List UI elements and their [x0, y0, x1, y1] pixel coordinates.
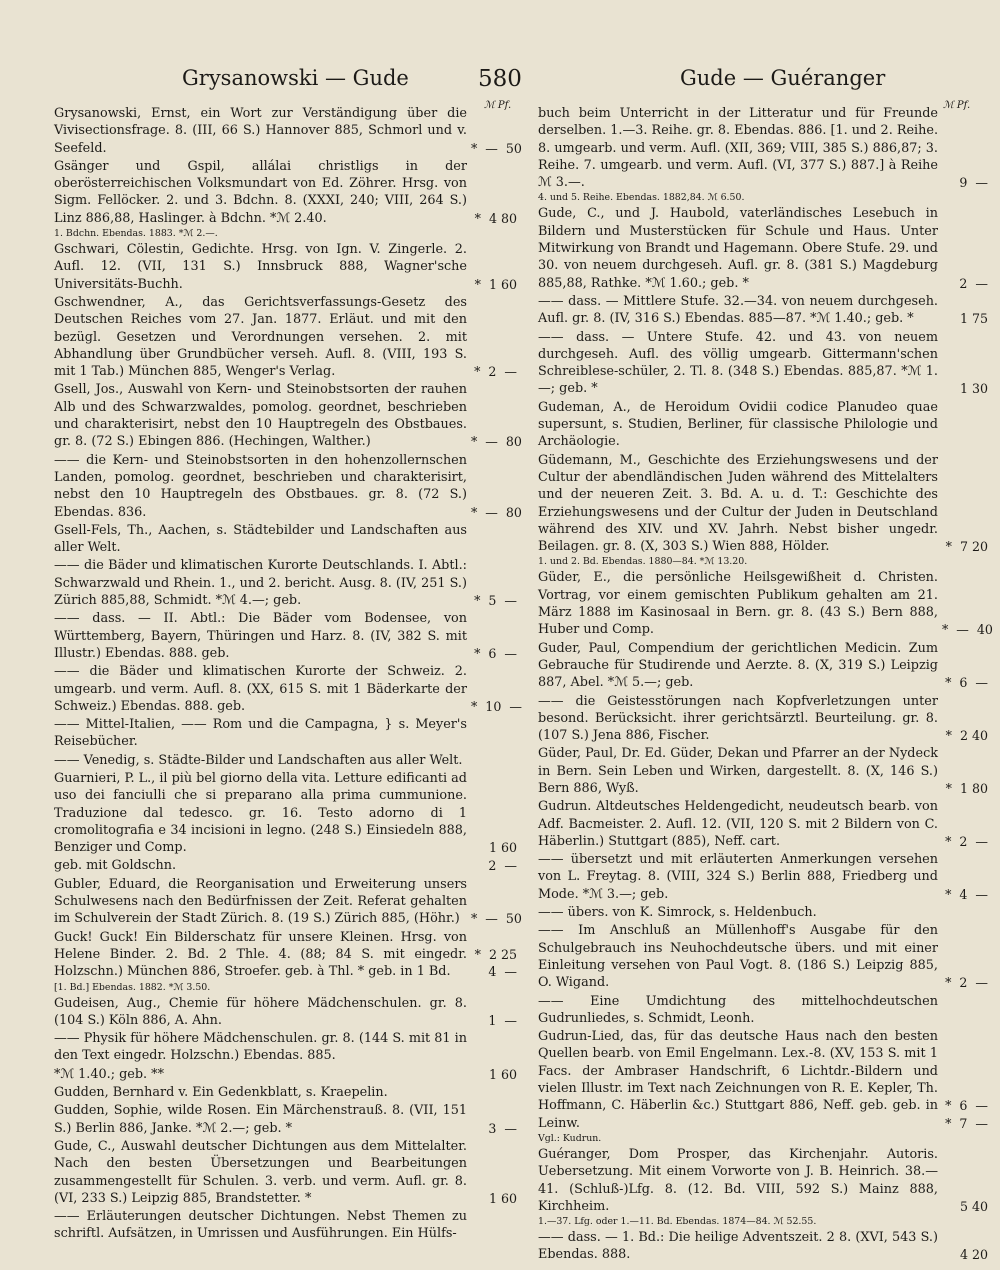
entry-text: Guder, Paul, Compendium der gerichtlichen Medicin. Zum Gebrauche für Studirende und Aerzte. 8. (X, 319 S.) Leipzig 887, Abel. *ℳ 5.—; geb. — [538, 640, 938, 691]
bibliographic-entry — [54, 857, 517, 874]
bibliographic-entry — [538, 904, 988, 921]
bibliographic-note — [538, 555, 988, 568]
bibliographic-entry — [54, 1084, 517, 1101]
bibliographic-entry — [538, 569, 993, 638]
entry-price: * 10 — — [471, 698, 522, 714]
bibliographic-entry — [538, 1028, 988, 1132]
bibliographic-note — [538, 191, 988, 204]
entry-text: —— übers. von K. Simrock, s. Heldenbuch. — [538, 905, 817, 921]
entry-price: 2 — — [959, 275, 988, 291]
entry-price: * — 50 — [471, 911, 522, 927]
bibliographic-entry — [538, 798, 988, 850]
entry-price: * 6 — * 7 — — [945, 1098, 988, 1131]
bibliographic-entry — [538, 452, 988, 556]
entry-text: —— Im Anschluß an Müllenhoff's Ausgabe für den Schulgebrauch ins Neuhochdeutsche übers. und mit einer Einleitung versehen von Paul Vogt. 8. (186 S.) Leipzig 885, O. Wigand. — [538, 923, 938, 991]
bibliographic-entry — [54, 876, 522, 928]
bibliographic-entry — [54, 557, 517, 609]
entry-price: * 4 — — [945, 886, 988, 902]
bibliographic-entry — [54, 663, 522, 715]
entry-price: 1 75 — [959, 311, 988, 327]
entry-text: Gudrun. Altdeutsches Heldengedicht, neudeutsch bearb. von Adf. Bacmeister. 2. Aufl. 12. (VII, 120 S. mit 2 Bildern von C. Häberlin.) Stuttgart (885), Neff. cart. — [538, 799, 938, 849]
entry-text: 1. Bdchn. Ebendas. 1883. *ℳ 2.—. — [54, 228, 218, 240]
entry-price: * 2 — — [474, 364, 517, 380]
entry-price: 9 — — [959, 175, 988, 191]
left-column — [54, 100, 522, 1243]
entry-text: Güder, E., die persönliche Heilsgewißheit d. Christen. Vortrag, vor einem gemischten Publikum gehalten am 21. März 1888 im Kasinosaal in Bern. gr. 8. (43 S.) Bern 888, Huber und Comp. — [538, 570, 938, 638]
page-number: 580 — [478, 66, 522, 92]
entry-text: —— dass. — II. Abtl.: Die Bäder vom Bodensee, von Württemberg, Bayern, Thüringen und Harz. 8. (IV, 382 S. mit Illustr.) Ebendas. 888. geb. — [54, 611, 467, 661]
entry-price: * 1 80 — [945, 780, 988, 796]
entry-text: Gudrun-Lied, das, für das deutsche Haus nach den besten Quellen bearb. von Emil Engelmann. Lex.-8. (XV, 153 S. mit 1 Facs. der Ambraser Handschrift, 6 Lichtdr.-Bildern und vielen Illustr. im Text nach Zeichnungen von R. E. Kepler, Th. Hoffmann, C. Häberlin &c.) Stuttgart 886, Neff. geb. geb. in Leinw. — [538, 1029, 938, 1131]
bibliographic-entry — [538, 1229, 988, 1264]
entry-text: Gudeisen, Aug., Chemie für höhere Mädchenschulen. gr. 8. (104 S.) Köln 886, A. Ahn. — [54, 995, 467, 1028]
entry-price: * 5 — — [474, 593, 517, 609]
bibliographic-entry — [54, 381, 522, 450]
entry-text: —— übersetzt und mit erläuterten Anmerkungen versehen von L. Freytag. 8. (VIII, 324 S.) Berlin 888, Friedberg und Mode. *ℳ 3.—; geb. — [538, 852, 938, 902]
entry-text: Gsell-Fels, Th., Aachen, s. Städtebilder und Landschaften aus aller Welt. — [54, 522, 467, 556]
entry-text: Gubler, Eduard, die Reorganisation und Erweiterung unsers Schulwesens nach den Bedürfnissen der Zeit. Referat gehalten im Schulverein der Stadt Zürich. 8. (19 S.) Zürich 885, (Höhr.) — [54, 876, 467, 927]
entry-price: 1 60 — [488, 840, 517, 856]
entry-price: * 2 — — [945, 833, 988, 849]
entry-price: 1 60 — [488, 1066, 517, 1082]
entry-price: * 6 — — [945, 675, 988, 691]
entry-price: * — 50 — [471, 140, 522, 156]
entry-text: *ℳ 1.40.; geb. ** — [54, 1066, 164, 1082]
entry-price: 1 30 — [959, 381, 988, 397]
bibliographic-entry — [54, 1102, 517, 1137]
entry-price: * 4 80 — [474, 210, 517, 226]
entry-text: Guéranger, Dom Prosper, das Kirchenjahr. Autoris. Uebersetzung. Mit einem Vorworte von J. B. Heinrich. 38.—41. (Schluß-)Lfg. 8. (12. Bd. VIII, 592 S.) Mainz 888, Kirchheim. — [538, 1146, 938, 1214]
entry-price: 4 20 — [959, 1247, 988, 1263]
entry-price: * — 80 — [471, 504, 522, 520]
page-header — [0, 66, 1000, 100]
entry-price: * 7 20 — [945, 539, 988, 555]
entry-text: —— Erläuterungen deutscher Dichtungen. Nebst Themen zu schriftl. Aufsätzen, in Umrissen und Ausführungen. Ein Hülfs- — [54, 1209, 467, 1242]
entry-text: 4. und 5. Reihe. Ebendas. 1882,84. ℳ 6.50. — [538, 192, 745, 204]
entry-text: Gude, C., und J. Haubold, vaterländisches Lesebuch in Bildern und Musterstücken für Schule und Haus. Unter Mitwirkung von Brandt und Hagemann. Obere Stufe. 29. und 30. von neuem durchgeseh. Aufl. gr. 8. (381 S.) Magdeburg 885,88, Rathke. *ℳ 1.60.; geb. * — [538, 206, 938, 291]
bibliographic-entry — [54, 1066, 517, 1083]
bibliographic-entry — [54, 241, 517, 293]
bibliographic-entry — [54, 158, 517, 227]
price-column-heading: ℳ Pf. — [484, 100, 512, 111]
bibliographic-note — [538, 1215, 988, 1228]
bibliographic-entry — [538, 205, 988, 291]
entry-price: * 1 60 — [474, 276, 517, 292]
entry-price: 5 40 — [959, 1198, 988, 1214]
bibliographic-entry — [54, 929, 517, 981]
entry-text: Guck! Guck! Ein Bilderschatz für unsere Kleinen. Hrsg. von Helene Binder. 2. Bd. 2 Thle. 4. (88; 84 S. mit eingedr. Holzschn.) München 886, Stroefer. geb. à Thl. * geb. in 1 Bd. — [54, 929, 467, 980]
bibliographic-entry — [538, 745, 988, 797]
entry-text: Güdemann, M., Geschichte des Erziehungswesens und der Cultur der abendländischen Juden während des Mittelalters und der neueren Zeit. 3. Bd. A. u. d. T.: Geschichte des Erziehungswesens und der Cultur der Juden in Deutschland während des XIV. und XV. Jahrh. Nebst bisher ungedr. Beilagen. gr. 8. (X, 303 S.) Wien 888, Hölder. — [538, 452, 938, 555]
entry-price: 1 — — [488, 1012, 517, 1028]
entry-price: 3 — — [488, 1120, 517, 1136]
entry-text: —— die Bäder und klimatischen Kurorte Deutschlands. I. Abtl.: Schwarzwald und Rhein. 1., und 2. bericht. Ausg. 8. (IV, 251 S.) Zürich 885,88, Schmidt. *ℳ 4.—; geb. — [54, 558, 467, 609]
entry-price: 2 — — [488, 858, 517, 874]
entry-text: [1. Bd.] Ebendas. 1882. *ℳ 3.50. — [54, 981, 211, 993]
entry-text: 1.—37. Lfg. oder 1.—11. Bd. Ebendas. 1874—84. ℳ 52.55. — [538, 1216, 817, 1228]
entry-text: Gschwendner, A., das Gerichtsverfassungs-Gesetz des Deutschen Reiches vom 27. Jan. 1877. Erläut. und mit den bezügl. Gesetzen und Verordnungen versehen. 2. mit Abhandlung über Grundbücher verseh. Aufl. 8. (VIII, 193 S. mit 1 Tab.) München 885, Wenger's Verlag. — [54, 294, 467, 380]
bibliographic-entry — [538, 993, 988, 1028]
entry-text: —— Venedig, s. Städte-Bilder und Landschaften aus aller Welt. — [54, 752, 463, 768]
bibliographic-note — [54, 227, 517, 240]
bibliographic-entry — [54, 995, 517, 1030]
entry-price: * 2 25 4 — — [474, 946, 517, 980]
entry-text: —— dass. — Untere Stufe. 42. und 43. von neuem durchgeseh. Aufl. des völlig umgearb. Gittermann'schen Schreiblese-schüler, 2. Tl. 8. (348 S.) Ebendas. 885,87. *ℳ 1.—; geb. * — [538, 329, 938, 397]
entry-text: Gude, C., Auswahl deutscher Dichtungen aus dem Mittelalter. Nach den besten Übersetzungen und Bearbeitungen zusammengestellt für Schulen. 3. verb. und verm. Aufl. gr. 8. (VI, 233 S.) Leipzig 885, Brandstetter. * — [54, 1138, 467, 1206]
entry-text: buch beim Unterricht in der Litteratur und für Freunde derselben. 1.—3. Reihe. gr. 8. Ebendas. 886. [1. und 2. Reihe. 8. umgearb. und verm. Aufl. (XII, 369; VIII, 385 S.) 886,87; 3. Reihe. 7. umgearb. und verm. Aufl. (VI, 377 S.) 887.] à Reihe ℳ 3.—. — [538, 106, 939, 191]
entry-text: —— Mittel-Italien, —— Rom und die Campagna, } s. Meyer's Reisebücher. — [54, 717, 467, 750]
bibliographic-entry — [54, 752, 517, 769]
running-head-right: Gude — Guéranger — [680, 66, 886, 90]
bibliographic-entry — [54, 105, 522, 157]
right-column — [538, 100, 993, 1264]
entry-text: Guarnieri, P. L., il più bel giorno della vita. Letture edificanti ad uso dei fanciulli che si preparano alla prima cummunione. Traduzione dal tedesco. gr. 16. Testo adorno di 1 cromolitografia e 34 incisioni in legno. (248 S.) Einsiedeln 888, Benziger und Comp. — [54, 770, 467, 856]
bibliographic-entry — [538, 293, 988, 328]
bibliographic-entry — [54, 452, 522, 521]
bibliographic-entry — [538, 399, 988, 451]
entry-price: 1 60 — [488, 1190, 517, 1206]
entry-text: Gudden, Sophie, wilde Rosen. Ein Märchenstrauß. 8. (VII, 151 S.) Berlin 886, Janke. *ℳ 2.—; geb. * — [54, 1103, 467, 1136]
entry-text: Güder, Paul, Dr. Ed. Güder, Dekan und Pfarrer an der Nydeck in Bern. Sein Leben und Wirken, dargestellt. 8. (X, 146 S.) Bern 886, Wyß. — [538, 746, 938, 796]
entry-price: * — 40 — [942, 622, 993, 638]
price-column-heading: ℳ Pf. — [943, 100, 971, 111]
bibliographic-entry — [54, 1208, 517, 1243]
bibliographic-entry — [538, 851, 988, 903]
bibliographic-entry — [538, 640, 988, 692]
bibliographic-entry — [538, 693, 988, 745]
entry-text: Vgl.: Kudrun. — [538, 1132, 602, 1144]
bibliographic-entry — [54, 522, 517, 557]
entry-price: * 2 40 — [945, 728, 988, 744]
bibliographic-note — [538, 1132, 988, 1145]
entry-text: —— Eine Umdichtung des mittelhochdeutschen Gudrunliedes, s. Schmidt, Leonh. — [538, 993, 938, 1026]
entry-price: * 2 — — [945, 975, 988, 991]
bibliographic-note — [54, 981, 517, 994]
entry-price: * — 80 — [471, 434, 522, 450]
entry-text: Gudden, Bernhard v. Ein Gedenkblatt, s. Kraepelin. — [54, 1085, 388, 1101]
entry-text: —— die Geistesstörungen nach Kopfverletzungen unter besond. Berücksicht. ihrer gerichtsärztl. Beurteilung. gr. 8. (107 S.) Jena 886, Fischer. — [538, 693, 938, 744]
entry-text: —— dass. — Mittlere Stufe. 32.—34. von neuem durchgeseh. Aufl. gr. 8. (IV, 316 S.) Ebendas. 885—87. *ℳ 1.40.; geb. * — [538, 293, 938, 327]
bibliographic-entry — [54, 610, 517, 662]
bibliographic-entry — [54, 1030, 517, 1065]
entry-text: —— dass. — 1. Bd.: Die heilige Adventszeit. 2 8. (XVI, 543 S.) Ebendas. 888. — [538, 1230, 938, 1263]
entry-text: geb. mit Goldschn. — [54, 858, 177, 874]
bibliographic-entry — [538, 1146, 988, 1215]
entry-text: Gudeman, A., de Heroidum Ovidii codice Planudeo quae supersunt, s. Studien, Berliner, für classische Philologie und Archäologie. — [538, 399, 938, 450]
running-head-left: Grysanowski — Gude — [182, 66, 409, 90]
entry-text: Gsänger und Gspil, allálai christligs in der oberösterreichischen Volksmundart von Ed. Zöhrer. Hrsg. von Sigm. Fellöcker. 2. und 3. Bdchn. 8. (XXXI, 240; VIII, 264 S.) Linz 886,88, Haslinger. à Bdchn. *ℳ 2.40. — [54, 158, 467, 226]
entry-text: —— die Bäder und klimatischen Kurorte der Schweiz. 2. umgearb. und verm. Aufl. 8. (XX, 615 S. mit 1 Bäderkarte der Schweiz.) Ebendas. 888. geb. — [54, 664, 467, 714]
bibliographic-entry — [538, 922, 988, 991]
bibliographic-entry — [538, 329, 988, 398]
bibliographic-entry — [54, 1138, 517, 1207]
bibliographic-entry — [538, 105, 988, 191]
bibliographic-entry — [54, 770, 517, 856]
entry-price: * 6 — — [474, 645, 517, 661]
entry-text: Gschwari, Cölestin, Gedichte. Hrsg. von Ign. V. Zingerle. 2. Aufl. 12. (VII, 131 S.) Innsbruck 888, Wagner'sche Universitäts-Buchh. — [54, 242, 467, 292]
entry-text: —— die Kern- und Steinobstsorten in den hohenzollernschen Landen, pomolog. geordnet, beschrieben und charakterisirt, nebst den 10 Hauptregeln des Obstbaues. gr. 8. (72 S.) Ebendas. 836. — [54, 452, 467, 520]
bibliographic-entry — [54, 716, 517, 751]
entry-text: Gsell, Jos., Auswahl von Kern- und Steinobstsorten der rauhen Alb und des Schwarzwaldes, pomolog. geordnet, beschrieben und charakterisirt, nebst den 10 Hauptregeln des Obstbaues. gr. 8. (72 S.) Ebingen 886. (Hechingen, Walther.) — [54, 382, 467, 450]
entry-text: —— Physik für höhere Mädchenschulen. gr. 8. (144 S. mit 81 in den Text eingedr. Holzschn.) Ebendas. 885. — [54, 1031, 467, 1064]
bibliographic-entry — [54, 294, 517, 380]
entry-text: Grysanowski, Ernst, ein Wort zur Verständigung über die Vivisectionsfrage. 8. (III, 66 S.) Hannover 885, Schmorl und v. Seefeld. — [54, 106, 467, 156]
entry-text: 1. und 2. Bd. Ebendas. 1880—84. *ℳ 13.20. — [538, 556, 748, 568]
